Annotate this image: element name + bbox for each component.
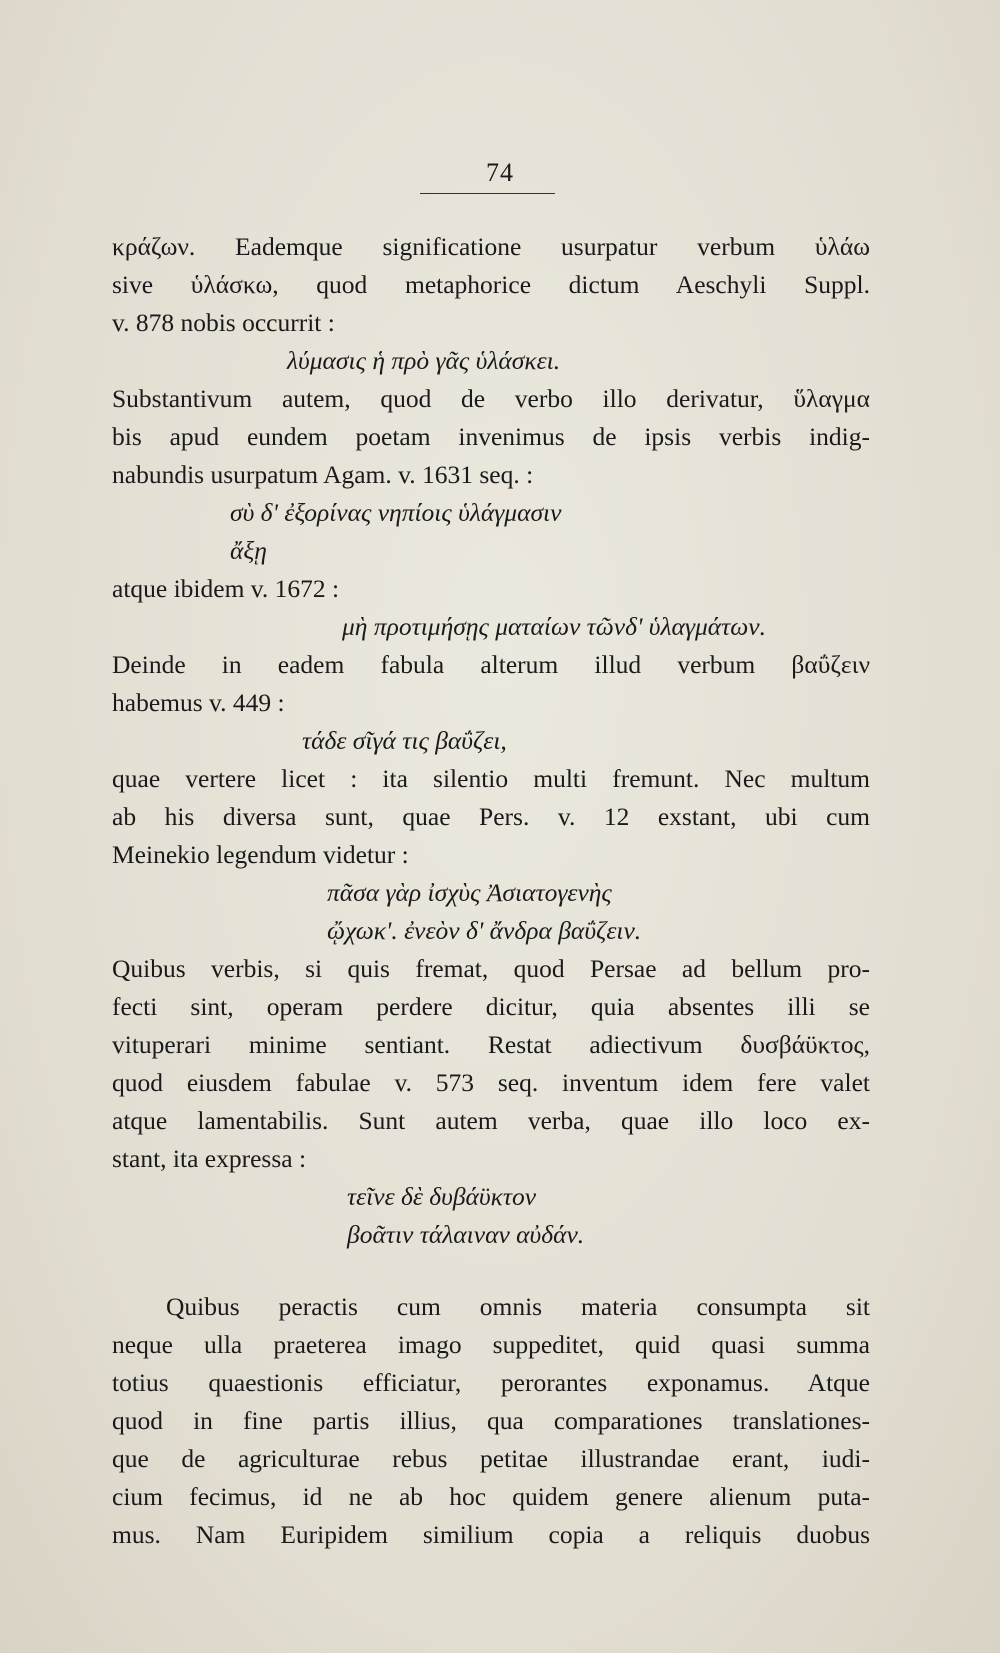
greek-verse-line: βοᾶτιν τάλαιναν αὐδάν.: [347, 1220, 585, 1249]
text-line: nabundis usurpatum Agam. v. 1631 seq. :: [112, 460, 534, 489]
greek-verse-line: τάδε σῖγά τις βαΰζει,: [302, 726, 507, 755]
text-line: Quibus peractis cum omnis materia consumpta sit: [166, 1292, 870, 1321]
text-line: vituperari minime sentiant. Restat adiectivum δυσβάϋκτος,: [112, 1030, 870, 1059]
text-line: Quibus verbis, si quis fremat, quod Persae ad bellum pro-: [112, 954, 870, 983]
text-line: atque ibidem v. 1672 :: [112, 574, 340, 603]
text-line: quod eiusdem fabulae v. 573 seq. inventum idem fere valet: [112, 1068, 870, 1097]
body-text: [112, 228, 870, 1554]
header-rule: [420, 193, 555, 194]
greek-verse-line: ᾤχωκ'. ἐνεὸν δ' ἄνδρα βαΰζειν.: [327, 916, 642, 945]
greek-verse-line: ἄξῃ: [230, 536, 267, 565]
text-line: ab his diversa sunt, quae Pers. v. 12 exstant, ubi cum: [112, 802, 870, 831]
text-line: sive ὑλάσκω, quod metaphorice dictum Aeschyli Suppl.: [112, 270, 870, 299]
text-line: Substantivum autem, quod de verbo illo derivatur, ὕλαγμα: [112, 384, 870, 413]
greek-verse-line: σὺ δ' ἐξορίνας νηπίοις ὑλάγμασιν: [230, 498, 562, 527]
text-line: que de agriculturae rebus petitae illustrandae erant, iudi-: [112, 1444, 870, 1473]
greek-verse-line: τεῖνε δὲ δυβάϋκτον: [347, 1182, 537, 1211]
text-line: quod in fine partis illius, qua comparationes translationes-: [112, 1406, 870, 1435]
greek-verse-line: πᾶσα γὰρ ἰσχὺς Ἀσιατογενὴς: [327, 878, 612, 907]
text-line: Meinekio legendum videtur :: [112, 840, 409, 869]
text-line: bis apud eundem poetam invenimus de ipsis verbis indig-: [112, 422, 870, 451]
text-line: κράζων. Eademque significatione usurpatur verbum ὑλάω: [112, 232, 870, 261]
text-line: Deinde in eadem fabula alterum illud verbum βαΰζειν: [112, 650, 870, 679]
text-line: cium fecimus, id ne ab hoc quidem genere alienum puta-: [112, 1482, 870, 1511]
greek-verse-line: μὴ προτιμήσῃς ματαίων τῶνδ' ὑλαγμάτων.: [342, 612, 766, 641]
text-line: atque lamentabilis. Sunt autem verba, quae illo loco ex-: [112, 1106, 870, 1135]
text-line: quae vertere licet : ita silentio multi fremunt. Nec multum: [112, 764, 870, 793]
text-line: totius quaestionis efficiatur, perorantes exponamus. Atque: [112, 1368, 870, 1397]
text-line: mus. Nam Euripidem similium copia a reliquis duobus: [112, 1520, 870, 1549]
paragraph-gap: [112, 1254, 870, 1288]
text-line: fecti sint, operam perdere dicitur, quia absentes illi se: [112, 992, 870, 1021]
text-line: v. 878 nobis occurrit :: [112, 308, 335, 337]
text-line: habemus v. 449 :: [112, 688, 285, 717]
greek-verse-line: λύμασις ἡ πρὸ γᾶς ὑλάσκει.: [287, 346, 561, 375]
text-line: stant, ita expressa :: [112, 1144, 307, 1173]
text-line: neque ulla praeterea imago suppeditet, quid quasi summa: [112, 1330, 870, 1359]
page-number: 74: [486, 158, 514, 187]
